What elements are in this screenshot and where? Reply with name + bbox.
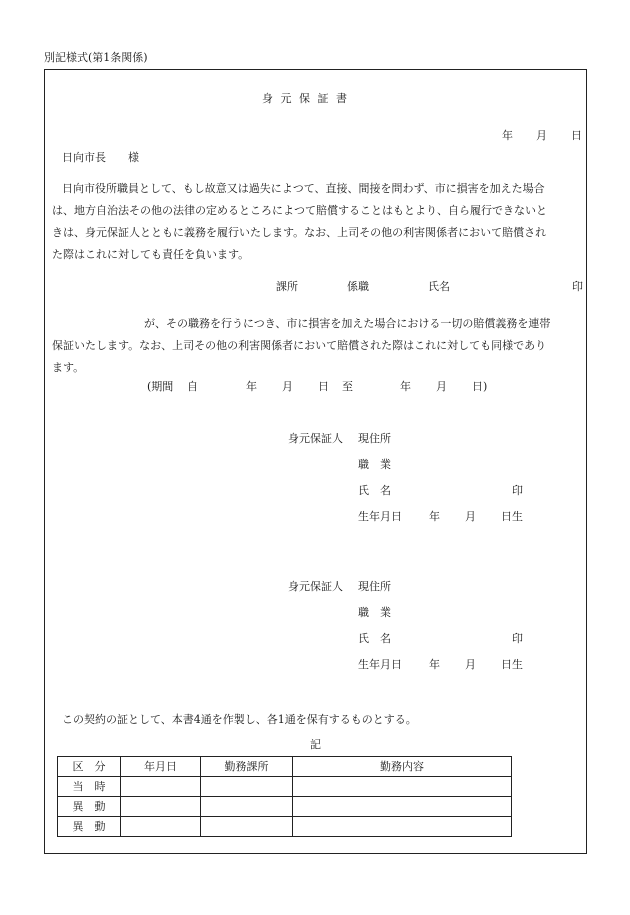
row-office: [201, 817, 293, 837]
employee-dept-label: 課所: [276, 280, 298, 293]
row-office: [201, 777, 293, 797]
table-row: [58, 777, 512, 797]
body-paragraph: [52, 178, 547, 266]
period-from: 自: [187, 380, 198, 393]
table-row: [58, 797, 512, 817]
body-line: は、地方自治法その他の法律の定めるところによつて賠償することはもとより、自ら履行できないと: [52, 204, 547, 217]
ki-label: 記: [310, 738, 321, 751]
closing-sentence: この契約の証として、本書4通を作製し、各1通を保有するものとする。: [62, 713, 417, 726]
row-category: 当 時: [58, 777, 121, 797]
body-line: た際はこれに対しても責任を負います。: [52, 248, 250, 261]
date-day: 日: [571, 129, 582, 142]
row-date: [121, 777, 201, 797]
date-month: 月: [536, 129, 547, 142]
header-duty: 勤務内容: [293, 757, 512, 777]
period-month-2: 月: [436, 380, 447, 393]
row-duty: [293, 817, 512, 837]
guarantee-line: 保証いたします。なお、上司その他の利害関係者において賠償された際はこれに対しても同様であり: [52, 339, 547, 352]
guarantor-birth-label: 生年月日: [358, 510, 402, 523]
guarantor-seal: 印: [512, 632, 523, 645]
guarantor-label: 身元保証人: [288, 580, 343, 593]
header-date: 年月日: [121, 757, 201, 777]
guarantor-name-label: 氏 名: [358, 484, 391, 497]
body-line: 日向市役所職員として、もし故意又は過失によつて、直接、間接を問わず、市に損害を加えた場合: [62, 182, 545, 195]
guarantor-birth-year: 年: [429, 510, 440, 523]
guarantor-occupation-label: 職 業: [358, 606, 391, 619]
row-date: [121, 817, 201, 837]
guarantor-birth-month: 月: [465, 658, 476, 671]
period-day-2: 日): [472, 380, 488, 393]
guarantor-birth-month: 月: [465, 510, 476, 523]
guarantee-paragraph: [52, 313, 550, 379]
table-header-row: [58, 757, 512, 777]
body-line: きは、身元保証人とともに義務を履行いたします。なお、上司その他の利害関係者において賠償され: [52, 226, 547, 239]
period-year-2: 年: [400, 380, 411, 393]
assignment-history-table: [57, 756, 512, 837]
guarantor-birth-day: 日生: [501, 510, 523, 523]
employee-name-label: 氏名: [428, 280, 450, 293]
row-duty: [293, 777, 512, 797]
period-day-1: 日: [318, 380, 329, 393]
guarantor-address-label: 現住所: [358, 432, 391, 445]
period-month-1: 月: [282, 380, 293, 393]
header-office: 勤務課所: [201, 757, 293, 777]
row-category: 異 動: [58, 817, 121, 837]
guarantor-occupation-label: 職 業: [358, 458, 391, 471]
guarantee-line: ます。: [52, 361, 85, 374]
guarantor-seal: 印: [512, 484, 523, 497]
guarantor-label: 身元保証人: [288, 432, 343, 445]
form-number-label: 別記様式(第1条関係): [44, 51, 148, 64]
addressee: 日向市長 様: [62, 151, 139, 164]
row-date: [121, 797, 201, 817]
period-open: (期間: [147, 380, 174, 393]
employee-title-label: 係職: [347, 280, 369, 293]
table-row: [58, 817, 512, 837]
document-title: 身 元 保 証 書: [262, 92, 349, 105]
row-duty: [293, 797, 512, 817]
period-year-1: 年: [246, 380, 257, 393]
guarantee-line: が、その職務を行うにつき、市に損害を加えた場合における一切の賠償義務を連帯: [144, 317, 551, 330]
row-category: 異 動: [58, 797, 121, 817]
guarantor-address-label: 現住所: [358, 580, 391, 593]
guarantor-birth-year: 年: [429, 658, 440, 671]
guarantor-name-label: 氏 名: [358, 632, 391, 645]
employee-seal: 印: [572, 280, 583, 293]
header-category: 区 分: [58, 757, 121, 777]
date-year: 年: [502, 129, 513, 142]
row-office: [201, 797, 293, 817]
guarantor-birth-label: 生年月日: [358, 658, 402, 671]
guarantor-birth-day: 日生: [501, 658, 523, 671]
period-to: 至: [342, 380, 353, 393]
